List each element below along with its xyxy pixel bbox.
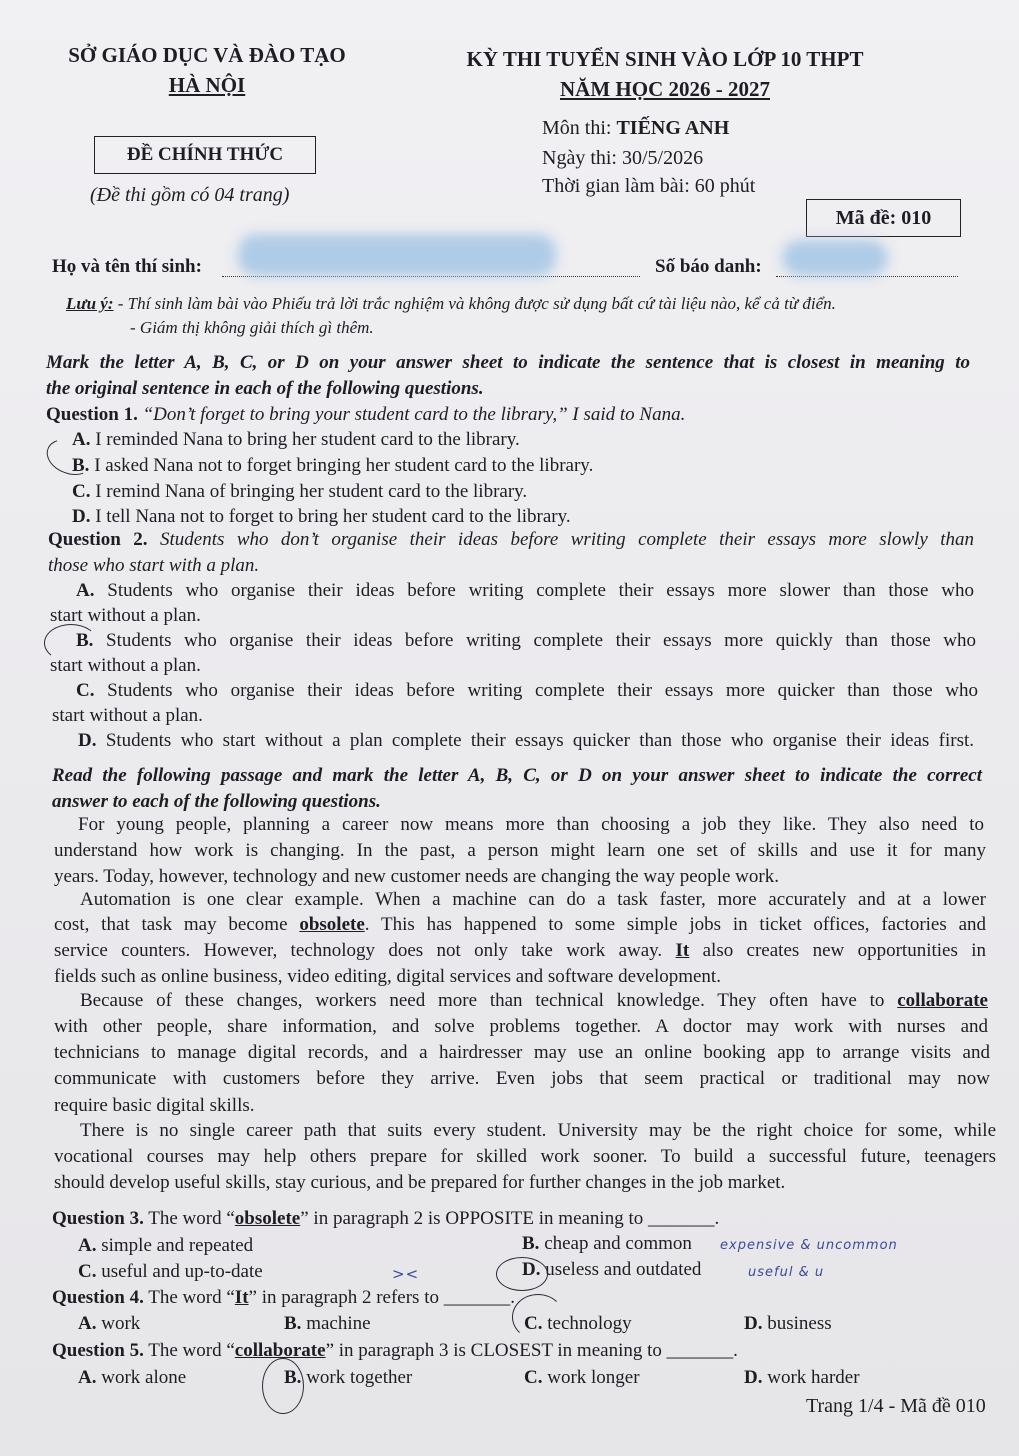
question-2: Question 2. Students who don’t organise their ideas before writing complete their essays more slowly than xyxy=(48,529,974,550)
passage-p4-l3: should develop useful skills, stay curious, and be prepared for further changes in the job market. xyxy=(54,1172,786,1193)
candidate-name-label: Họ và tên thí sinh: xyxy=(52,256,202,277)
q1-option-a[interactable]: A. I reminded Nana to bring her student card to the library. xyxy=(72,429,520,450)
passage-p1-l2: understand how work is changing. In the past, a person might learn one set of skills and use it for many xyxy=(54,840,986,861)
passage-p4-l2: vocational courses may help others prepare for skilled work sooner. To build a successful future, teenagers xyxy=(54,1146,996,1167)
question-3: Question 3. The word “obsolete” in paragraph 2 is OPPOSITE in meaning to _______. xyxy=(52,1208,720,1229)
redaction-blur xyxy=(782,240,888,276)
passage-p2-l3: service counters. However, technology does not only take work away. It also creates new opportunities in xyxy=(54,940,986,961)
q5-option-d[interactable]: D. work harder xyxy=(744,1367,860,1388)
passage-p3-l2: with other people, share information, and solve problems together. A doctor may work with nurses and xyxy=(54,1016,988,1037)
q3-option-c[interactable]: C. useful and up-to-date xyxy=(78,1261,263,1282)
passage-p1-l1: For young people, planning a career now means more than choosing a job they like. They also need to xyxy=(78,814,984,835)
section1-instruction-cont: the original sentence in each of the following questions. xyxy=(46,378,484,399)
note-line-2: - Giám thị không giải thích gì thêm. xyxy=(130,318,374,337)
q2-option-d[interactable]: D. Students who start without a plan complete their essays quicker than those who organise their ideas first. xyxy=(78,730,975,751)
subject-value: TIẾNG ANH xyxy=(616,117,730,139)
city-name: HÀ NỘI xyxy=(168,73,246,97)
q4-option-d[interactable]: D. business xyxy=(744,1313,832,1334)
section2-instruction-cont: answer to each of the following questions. xyxy=(52,791,381,812)
exam-heading xyxy=(440,44,890,104)
note-label: Lưu ý: xyxy=(66,294,114,313)
passage-p3-l5: require basic digital skills. xyxy=(54,1095,255,1116)
q4-option-c[interactable]: C. technology xyxy=(524,1313,632,1334)
question-5: Question 5. The word “collaborate” in paragraph 3 is CLOSEST in meaning to _______. xyxy=(52,1340,738,1361)
passage-p2-l1: Automation is one clear example. When a machine can do a task faster, more accurately and at a lower xyxy=(80,889,986,910)
q2-option-c[interactable]: C. Students who organise their ideas before writing complete their essays more quicker than those who xyxy=(76,680,979,701)
exam-date: Ngày thi: 30/5/2026 xyxy=(542,147,704,169)
q2-option-b[interactable]: B. Students who organise their ideas before writing complete their essays more quickly than those who xyxy=(76,630,977,651)
q2-option-b-cont: start without a plan. xyxy=(50,655,201,676)
note-line-1: Lưu ý: - Thí sinh làm bài vào Phiếu trả lời trắc nghiệm và không được sử dụng bất cứ tài liệu nào, kể cả từ điển. xyxy=(66,294,836,313)
q4-option-b[interactable]: B. machine xyxy=(284,1313,371,1334)
exam-title: KỲ THI TUYỂN SINH VÀO LỚP 10 THPT xyxy=(466,47,864,71)
passage-p3-l1: Because of these changes, workers need more than technical knowledge. They often have to collaborate xyxy=(80,990,988,1011)
q5-answer-circle xyxy=(262,1358,304,1414)
redaction-blur xyxy=(238,234,556,276)
page-footer: Trang 1/4 - Mã đề 010 xyxy=(806,1395,986,1417)
q3-option-d[interactable]: D. useless and outdated xyxy=(522,1259,702,1280)
passage-p3-l3: technicians to manage digital records, and a hairdresser may use an online booking app to arrange visits and xyxy=(54,1042,990,1063)
question-4: Question 4. The word “It” in paragraph 2 refers to _______. xyxy=(52,1287,515,1308)
official-exam-box: ĐỀ CHÍNH THỨC xyxy=(94,136,316,174)
pages-note: (Đề thi gồm có 04 trang) xyxy=(90,184,290,206)
department-name: SỞ GIÁO DỤC VÀ ĐÀO TẠO xyxy=(68,43,346,67)
q1-option-d[interactable]: D. I tell Nana not to forget to bring her student card to the library. xyxy=(72,506,571,527)
q1-option-b[interactable]: B. I asked Nana not to forget bringing her student card to the library. xyxy=(72,455,594,476)
exam-code-box: Mã đề: 010 xyxy=(806,199,961,237)
passage-p2-l2: cost, that task may become obsolete. This has happened to some simple jobs in ticket offices, factories and xyxy=(54,914,987,935)
q3-option-a[interactable]: A. simple and repeated xyxy=(78,1235,254,1256)
keyword-it: It xyxy=(675,940,690,961)
subject-line xyxy=(542,117,729,140)
q2-option-c-cont: start without a plan. xyxy=(52,705,203,726)
school-year: NĂM HỌC 2026 - 2027 xyxy=(560,77,770,101)
exam-duration: Thời gian làm bài: 60 phút xyxy=(542,175,756,197)
handwritten-note-d: useful & u xyxy=(748,1265,825,1280)
subject-label: Môn thi: xyxy=(542,117,617,139)
q2-answer-mark xyxy=(44,624,98,662)
q2-option-a-cont: start without a plan. xyxy=(50,605,201,626)
q3-answer-circle xyxy=(496,1257,548,1291)
q4-answer-mark xyxy=(512,1294,564,1340)
passage-p1-l3: years. Today, however, technology and new customer needs are changing the way people work. xyxy=(54,866,779,887)
q5-option-b[interactable]: B. work together xyxy=(284,1367,413,1388)
candidate-id-label: Số báo danh: xyxy=(655,256,762,277)
passage-p4-l1: There is no single career path that suits every student. University may be the right choice for some, while xyxy=(80,1120,996,1141)
q3-option-b[interactable]: B. cheap and common xyxy=(522,1233,692,1254)
handwritten-note-c: >< xyxy=(392,1265,420,1283)
q5-option-a[interactable]: A. work alone xyxy=(78,1367,187,1388)
keyword-collaborate: collaborate xyxy=(897,990,988,1011)
keyword-obsolete: obsolete xyxy=(299,914,365,935)
question-1: Question 1. “Don’t forget to bring your student card to the library,” I said to Nana. xyxy=(46,404,686,425)
passage-p3-l4: communicate with customers before they arrive. Even jobs that seem practical or traditional may now xyxy=(54,1068,990,1089)
question-2-cont: those who start with a plan. xyxy=(48,555,260,576)
q1-option-c[interactable]: C. I remind Nana of bringing her student card to the library. xyxy=(72,481,528,502)
q2-option-a[interactable]: A. Students who organise their ideas before writing complete their essays more slower than those who xyxy=(76,580,974,601)
q5-option-c[interactable]: C. work longer xyxy=(524,1367,640,1388)
q4-option-a[interactable]: A. work xyxy=(78,1313,141,1334)
passage-p2-l4: fields such as online business, video editing, digital services and software development. xyxy=(54,966,721,987)
section2-instruction: Read the following passage and mark the letter A, B, C, or D on your answer sheet to indicate the correct xyxy=(52,765,982,786)
handwritten-note-b: expensive & uncommon xyxy=(720,1238,898,1253)
section1-instruction: Mark the letter A, B, C, or D on your answer sheet to indicate the sentence that is closest in meaning to xyxy=(46,352,970,373)
department-heading xyxy=(52,40,362,100)
